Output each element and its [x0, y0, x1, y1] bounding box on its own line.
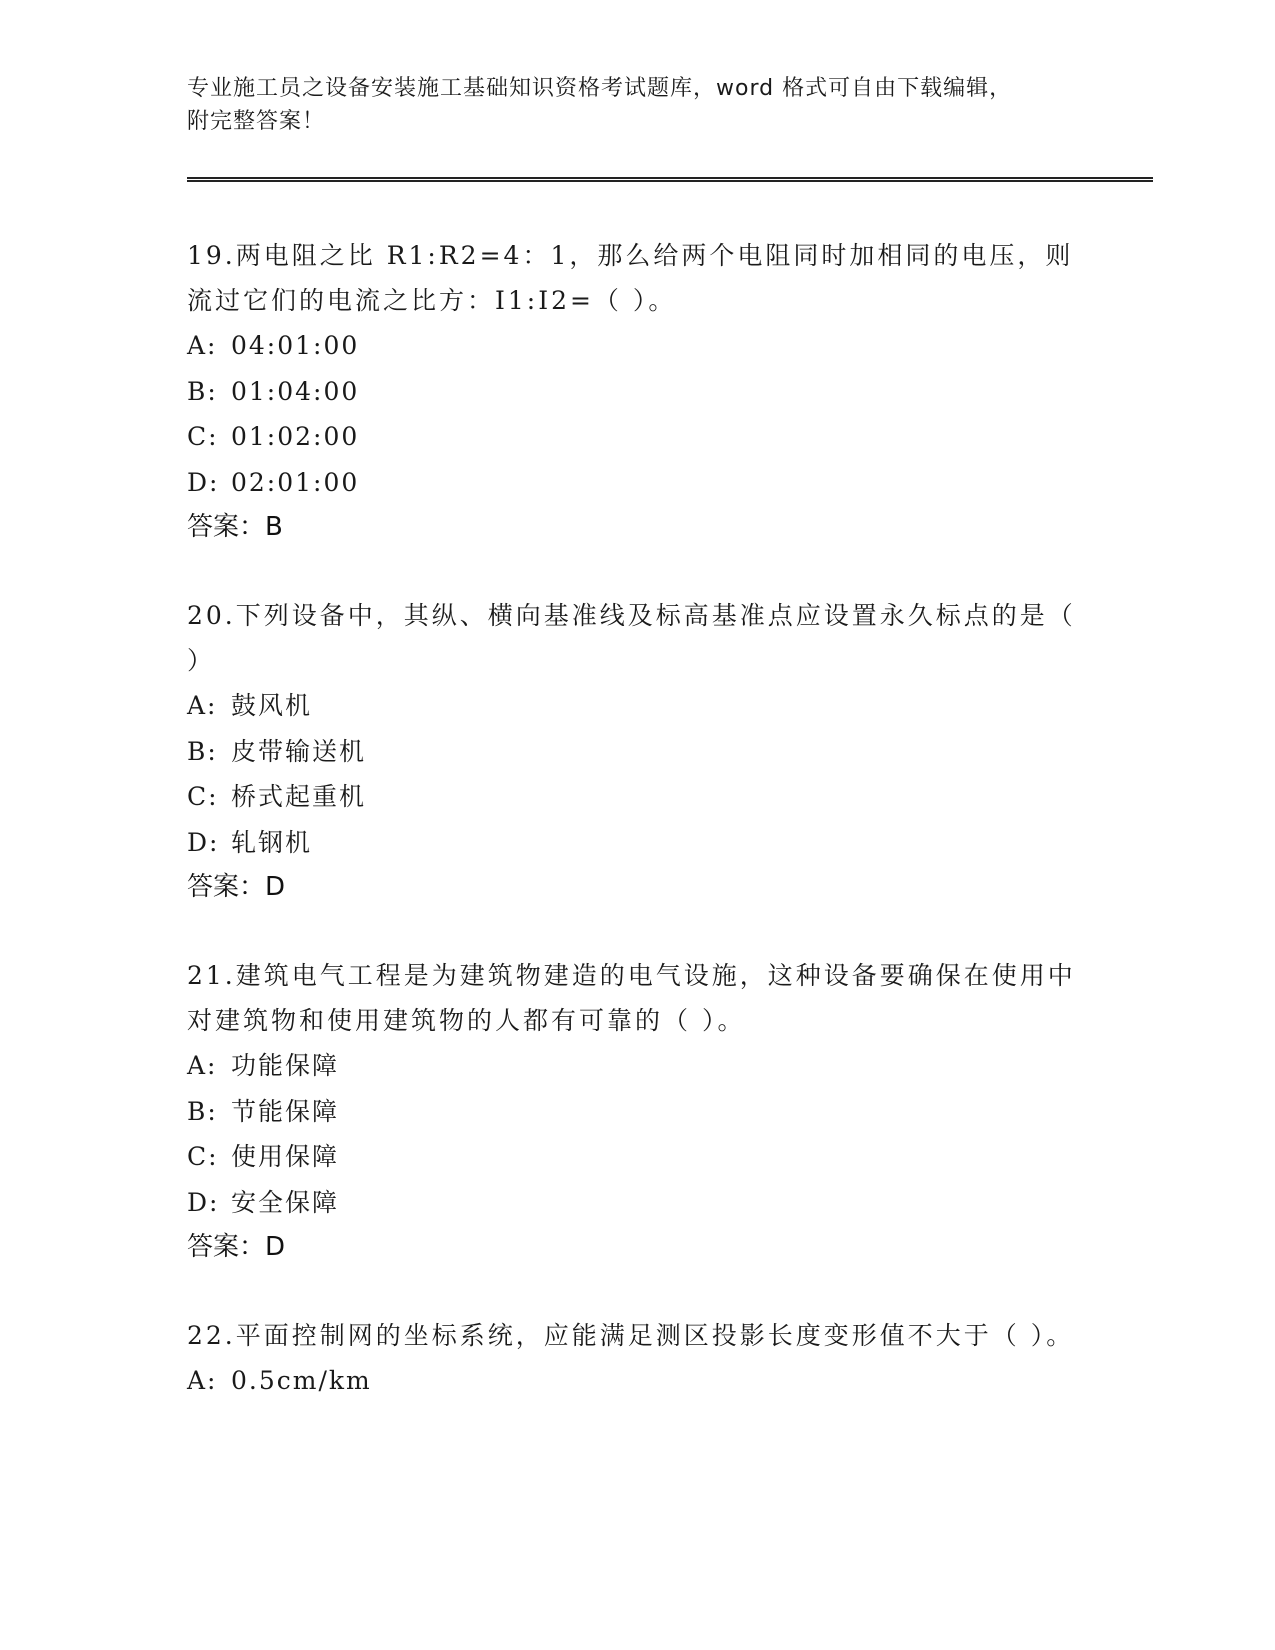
- header-line-2: 附完整答案！: [187, 109, 326, 134]
- question-stem: 19.两电阻之比 R1:R2=4：1，那么给两个电阻同时加相同的电压，则流过它们的电流之比方：I1:I2=（ ）。: [187, 241, 1074, 315]
- answer-line: 答案：D: [187, 1232, 286, 1262]
- option-text: 功能保障: [231, 1051, 340, 1080]
- question-20: [187, 593, 1087, 910]
- option-letter: C:: [187, 782, 219, 811]
- option-text: 轧钢机: [231, 827, 313, 857]
- option-b: [187, 1089, 1087, 1135]
- question-stem: 22.平面控制网的坐标系统，应能满足测区投影长度变形值不大于（ ）。: [187, 1321, 1075, 1350]
- option-letter: A:: [187, 331, 218, 360]
- option-a: [187, 683, 1087, 729]
- option-text: 节能保障: [231, 1096, 340, 1126]
- option-c: [187, 774, 1087, 820]
- option-letter: B:: [187, 1096, 218, 1126]
- answer-line: 答案：B: [187, 512, 283, 542]
- option-letter: A:: [187, 691, 218, 720]
- option-letter: B:: [187, 376, 218, 406]
- answer-line: 答案：D: [187, 872, 286, 902]
- option-d: [187, 820, 1087, 866]
- option-c: [187, 1134, 1087, 1180]
- option-letter: D:: [187, 1187, 220, 1217]
- question-21: [187, 953, 1087, 1270]
- question-stem: 20.下列设备中，其纵、横向基准线及标高基准点应设置永久标点的是（ ）: [187, 601, 1076, 675]
- option-text: 安全保障: [231, 1187, 340, 1217]
- option-letter: B:: [187, 736, 218, 766]
- option-d: [187, 1180, 1087, 1226]
- option-a: [187, 1043, 1087, 1089]
- option-text: 使用保障: [231, 1142, 340, 1171]
- option-letter: D:: [187, 467, 220, 497]
- option-text: 02:01:00: [231, 467, 360, 497]
- option-text: 皮带输送机: [231, 736, 367, 766]
- question-stem: 21.建筑电气工程是为建筑物建造的电气设施，这种设备要确保在使用中对建筑物和使用建筑物的人都有可靠的（ ）。: [187, 961, 1076, 1035]
- option-text: 0.5cm/km: [231, 1366, 372, 1395]
- option-c: [187, 414, 1087, 460]
- option-d: [187, 460, 1087, 506]
- option-a: [187, 1358, 1087, 1404]
- option-text: 01:04:00: [231, 376, 360, 406]
- header-divider: [187, 177, 1153, 182]
- document-header: [187, 72, 1067, 138]
- option-b: [187, 369, 1087, 415]
- option-letter: A:: [187, 1051, 218, 1080]
- option-b: [187, 729, 1087, 775]
- option-text: 鼓风机: [231, 691, 313, 720]
- option-letter: C:: [187, 1142, 219, 1171]
- option-a: [187, 323, 1087, 369]
- option-letter: D:: [187, 827, 220, 857]
- question-22: [187, 1313, 1087, 1404]
- question-19: [187, 233, 1087, 550]
- question-list: [187, 233, 1087, 1447]
- option-text: 01:02:00: [231, 422, 360, 451]
- option-text: 04:01:00: [231, 331, 360, 360]
- option-letter: C:: [187, 422, 219, 451]
- option-text: 桥式起重机: [231, 782, 367, 811]
- option-letter: A:: [187, 1366, 218, 1395]
- header-line-1: 专业施工员之设备安装施工基础知识资格考试题库，word 格式可自由下载编辑，: [187, 76, 1013, 101]
